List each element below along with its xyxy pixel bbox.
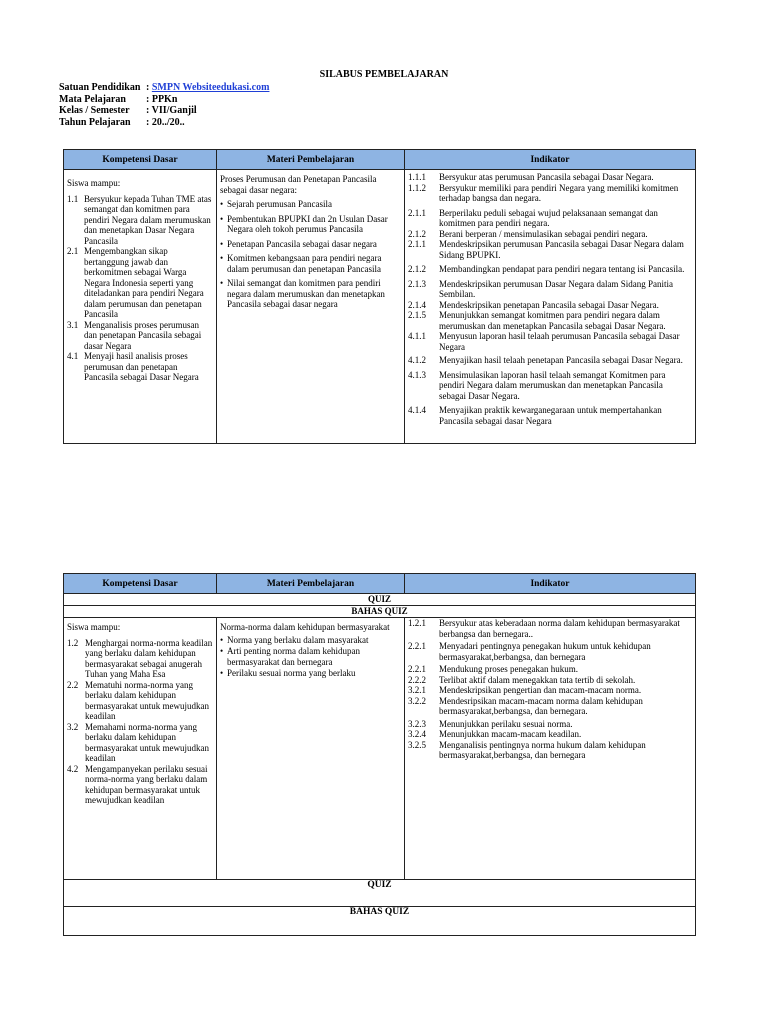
kd-item: 3.2 Memahami norma-norma yang berlaku dalam kehidupan bermasyarakat untuk mewujudkan keadilan <box>67 721 209 763</box>
bahas-quiz-label: BAHAS QUIZ <box>64 606 696 618</box>
table-row <box>64 618 696 880</box>
materi-item: • Norma yang berlaku dalam masyarakat <box>220 634 369 645</box>
indikator-item: 3.2.4 Menunjukkan macam-macam keadilan. <box>408 729 582 739</box>
kd-item: 3.1 Menganalisis proses perumusan dan penetapan Pancasila sebagai dasar Negara <box>67 319 202 351</box>
meta-value: : SMPN Websiteedukasi.com <box>146 82 270 93</box>
kd-item: 1.2 Menghargai norma-norma keadilan yang berlaku dalam kehidupan bermasyarakat sebagai anugerah Tuhan yang Maha Esa <box>67 637 213 679</box>
kd-item: 4.1 Menyaji hasil analisis proses perumusan dan penetapan Pancasila sebagai Dasar Negara <box>67 351 199 382</box>
indikator-item: 1.1.2 Bersyukur memiliki para pendiri Negara yang memiliki komitmen terhadap bangsa dan negara. <box>408 182 679 203</box>
materi-intro: Norma-norma dalam kehidupan bermasyarakat <box>220 622 390 632</box>
materi-item: • Perilaku sesuai norma yang berlaku <box>220 668 356 678</box>
kd-item: 2.1 Mengembangkan sikap bertanggung jawab dan berkomitmen sebagai Warga Negara Indonesia seperti yang diteladankan para pendiri Negara dalam perumusan dan penetapan Pancasila <box>67 246 204 319</box>
indikator-item: 2.2.1 Menyadari pentingnya penegakan hukum untuk kehidupan bermasyarakat,berbangsa, dan bernegara <box>408 641 651 662</box>
indikator-item: 4.1.1 Menyusun laporan hasil telaah perumusan Pancasila sebagai Dasar Negara <box>408 331 680 352</box>
meta-key: Tahun Pelajaran <box>59 116 131 128</box>
materi-cell <box>217 170 405 444</box>
materi-item: • Penetapan Pancasila sebagai dasar negara <box>220 238 377 249</box>
meta-value: : PPKn <box>146 93 178 105</box>
materi-item: • Komitmen kebangsaan para pendiri negara dalam perumusan dan penetapan Pancasila <box>220 253 382 274</box>
header-indikator: Indikator <box>405 150 696 170</box>
footer-quiz-label: QUIZ <box>64 880 696 907</box>
materi-item: • Arti penting norma dalam kehidupan bermasyarakat dan bernegara <box>220 646 360 667</box>
materi-intro: Proses Perumusan dan Penetapan Pancasila sebagai dasar negara: <box>220 174 377 195</box>
indikator-item: 3.2.1 Mendeskripsikan pengertian dan macam-macam norma. <box>408 685 642 695</box>
footer-bahas-quiz-row <box>64 907 696 936</box>
indikator-item: 2.1.1 Berperilaku peduli sebagai wujud pelaksanaan semangat dan komitmen para pendiri negara. <box>408 207 658 228</box>
header-materi: Materi Pembelajaran <box>217 150 405 170</box>
indikator-item: 4.1.3 Mensimulasikan laporan hasil telaah semangat Komitmen para pendiri Negara dalam merumuskan dan menetapkan Pancasila sebagai Dasar Negara. <box>408 369 666 401</box>
meta-value: : 20../20.. <box>146 116 185 128</box>
materi-item: • Sejarah perumusan Pancasila <box>220 199 332 209</box>
indikator-item: 1.1.1 Bersyukur atas perumusan Pancasila sebagai Dasar Negara. <box>408 172 654 182</box>
quiz-row <box>64 594 696 606</box>
meta-key: Satuan Pendidikan <box>59 82 141 93</box>
table-row <box>64 170 696 444</box>
indikator-item: 3.2.2 Mendesripsikan macam-macam norma dalam kehidupan bermasyarakat,berbangsa, dan bernegara. <box>408 695 643 716</box>
kd-item: 2.2 Mematuhi norma-norma yang berlaku dalam kehidupan bermasyarakat untuk mewujudkan keadilan <box>67 679 209 721</box>
quiz-label: QUIZ <box>64 594 696 606</box>
indikator-item: 2.1.3 Mendeskripsikan perumusan Dasar Negara dalam Sidang Panitia Sembilan. <box>408 278 673 299</box>
kd-item: 4.2 Mengampanyekan perilaku sesuai norma-norma yang berlaku dalam kehidupan bermasyarakat untuk mewujudkan keadilan <box>67 763 208 805</box>
indikator-item: 2.2.2 Terlibat aktif dalam menegakkan tata tertib di sekolah. <box>408 674 636 685</box>
kd-cell <box>64 170 217 444</box>
document-meta <box>59 82 269 128</box>
materi-item: • Nilai semangat dan komitmen para pendiri negara dalam merumuskan dan menetapkan Pancasila sebagai dasar negara <box>220 278 385 309</box>
materi-cell <box>217 618 405 880</box>
meta-row-tahun <box>59 117 269 129</box>
header-materi: Materi Pembelajaran <box>217 574 405 594</box>
meta-key: Mata Pelajaran <box>59 93 126 105</box>
document-title: SILABUS PEMBELAJARAN <box>319 69 449 80</box>
indikator-item: 2.1.1 Mendeskripsikan perumusan Pancasila sebagai Dasar Negara dalam Sidang BPUPKI. <box>408 239 684 260</box>
indikator-item: 4.1.4 Menyajikan praktik kewarganegaraan untuk mempertahankan Pancasila sebagai dasar Negara <box>408 405 662 426</box>
table-header-row <box>64 574 696 594</box>
header-kompetensi-dasar: Kompetensi Dasar <box>64 574 217 594</box>
kd-item: 1.1 Bersyukur kepada Tuhan TME atas semangat dan komitmen para pendiri Negara dalam merumuskan dan menetapkan Dasar Negara Pancasila <box>67 193 212 246</box>
footer-quiz-row <box>64 880 696 907</box>
indikator-item: 2.1.2 Membandingkan pendapat para pendiri negara tentang isi Pancasila. <box>408 264 685 274</box>
materi-item: • Pembentukan BPUPKI dan 2n Usulan Dasar Negara oleh tokoh perumus Pancasila <box>220 213 388 234</box>
meta-row-kelas <box>59 105 269 117</box>
indikator-item: 4.1.2 Menyajikan hasil telaah penetapan Pancasila sebagai Dasar Negara. <box>408 355 683 365</box>
meta-value: : VII/Ganjil <box>146 105 197 116</box>
footer-bahas-quiz-label: BAHAS QUIZ <box>64 907 696 936</box>
header-indikator: Indikator <box>405 574 696 594</box>
syllabus-table-2 <box>63 573 696 936</box>
syllabus-table-1 <box>63 149 696 444</box>
meta-row-satuan <box>59 82 269 94</box>
indikator-item: 1.2.1 Bersyukur atas keberadaan norma dalam kehidupan bermasyarakat berbangsa dan bernegara.. <box>408 618 680 639</box>
indikator-item: 2.2.1 Mendukung proses penegakan hukum. <box>408 664 578 674</box>
indikator-cell <box>405 170 696 444</box>
table-header-row <box>64 150 696 170</box>
indikator-item: 2.1.4 Mendeskripsikan penetapan Pancasila sebagai Dasar Negara. <box>408 299 659 310</box>
header-kompetensi-dasar: Kompetensi Dasar <box>64 150 217 170</box>
indikator-item: 3.2.5 Menganalisis pentingnya norma hukum dalam kehidupan bermasyarakat,berbangsa, dan bernegara <box>408 739 646 760</box>
meta-key: Kelas / Semester <box>59 105 130 116</box>
school-link[interactable]: SMPN Websiteedukasi.com <box>151 82 270 93</box>
bahas-quiz-row <box>64 606 696 618</box>
indikator-cell <box>405 618 696 880</box>
indikator-item: 3.2.3 Menunjukkan perilaku sesuai norma. <box>408 718 573 729</box>
indikator-item: 2.1.2 Berani berperan / mensimulasikan sebagai pendiri negara. <box>408 228 648 239</box>
kd-intro: Siswa mampu: <box>67 622 121 632</box>
kd-intro: Siswa mampu: <box>67 178 121 188</box>
kd-cell <box>64 618 217 880</box>
indikator-item: 2.1.5 Menunjukkan semangat komitmen para pendiri negara dalam merumuskan dan menetapkan Pancasila sebagai Dasar Negara. <box>408 310 666 331</box>
meta-row-mapel <box>59 94 269 106</box>
